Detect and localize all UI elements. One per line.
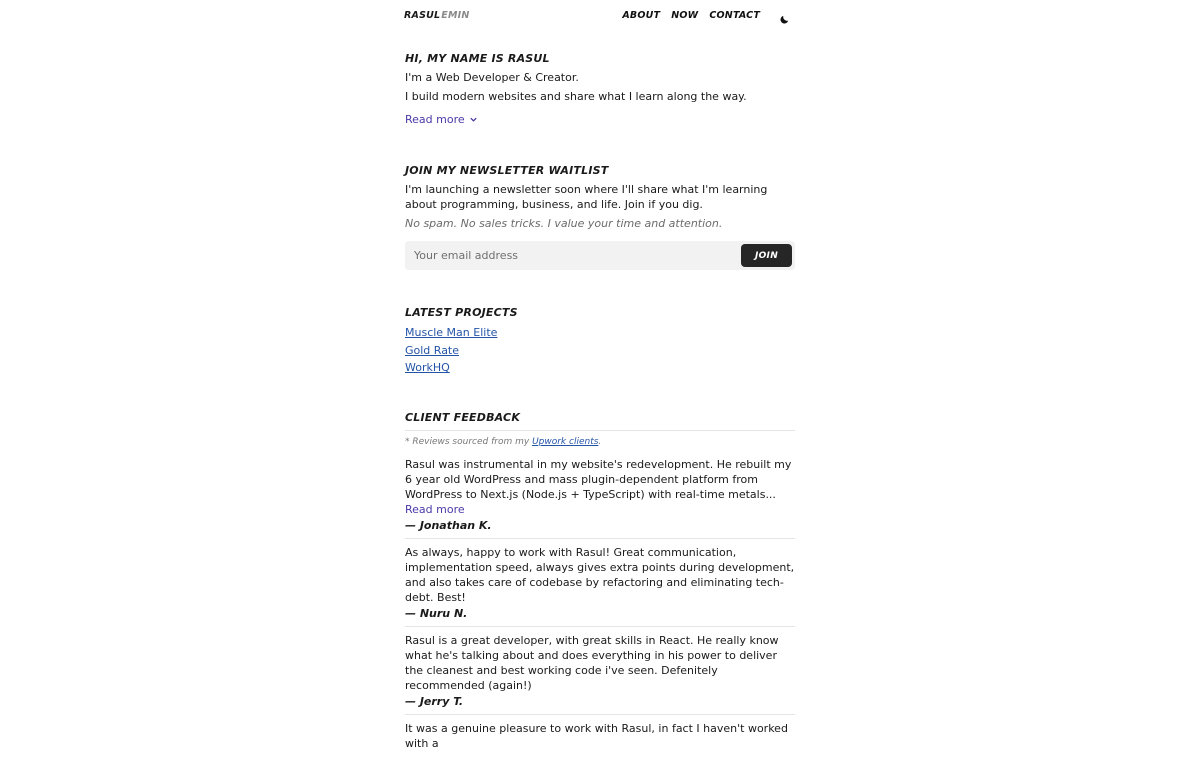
read-more-button[interactable] [405,113,478,126]
review-author: — Jerry T. [405,694,464,708]
upwork-link[interactable]: Upwork clients [532,436,599,447]
newsletter-form [405,241,795,270]
join-button[interactable]: JOIN [741,244,792,267]
review-item [405,451,795,539]
site-logo[interactable] [404,10,470,21]
review-text: As always, happy to work with Rasul! Great communication, implementation speed, always gives extra points during development, and also takes care of codebase by refactoring and eliminating tech-debt. Best! [405,545,795,604]
newsletter-heading: JOIN MY NEWSLETTER WAITLIST [405,164,609,177]
nav-now[interactable]: NOW [671,10,699,21]
intro-line-1: I'm a Web Developer & Creator. [405,71,579,84]
main-nav [622,10,795,21]
moon-icon[interactable] [779,10,790,21]
source-suffix: . [598,436,602,447]
nav-contact[interactable]: CONTACT [709,10,760,21]
source-prefix: * Reviews sourced from my [405,436,530,447]
review-read-more-link[interactable]: Read more [405,502,465,516]
review-item [405,715,795,757]
project-link-workhq[interactable]: WorkHQ [405,361,450,374]
project-link-muscle-man-elite[interactable]: Muscle Man Elite [405,326,498,339]
brand-last-name: EMIN [441,10,470,21]
page-container [405,0,795,757]
review-author: — Jonathan K. [405,518,492,532]
chevron-down-icon [469,115,478,124]
newsletter-note: No spam. No sales tricks. I value your time and attention. [405,217,723,230]
project-link-gold-rate[interactable]: Gold Rate [405,343,460,357]
intro-heading: HI, MY NAME IS RASUL [405,52,550,65]
site-header [405,0,795,32]
newsletter-body: I'm launching a newsletter soon where I'll share what I'm learning about programming, business, and life. Join if you dig. [405,183,768,211]
review-text: Rasul is a great developer, with great skills in React. He really know what he's talking about and does everything in his power to deliver the cleanest and best working code i've seen. Defenitely recommended (again!) [405,633,779,692]
review-item [405,539,795,627]
feedback-section [405,378,795,757]
review-body: Rasul was instrumental in my website's redevelopment. He rebuilt my 6 year old WordPress and mass plugin-dependent platform from WordPress to Next.js (Node.js + TypeScript) with real-time metals... [405,457,792,501]
feedback-heading: CLIENT FEEDBACK [405,410,521,424]
newsletter-section [405,127,795,270]
brand-first-name: RASUL [404,10,441,21]
intro-section [405,32,795,127]
divider [405,430,795,431]
email-input[interactable] [405,241,743,270]
review-item [405,627,795,715]
nav-about[interactable]: ABOUT [622,10,661,21]
review-text: It was a genuine pleasure to work with Rasul, in fact I haven't worked with a [405,721,788,750]
read-more-label: Read more [405,113,465,126]
projects-heading: LATEST PROJECTS [405,306,518,319]
review-author: — Nuru N. [405,606,468,620]
intro-line-2: I build modern websites and share what I learn along the way. [405,90,747,103]
projects-section [405,270,795,375]
reviews-source-note [405,437,795,447]
review-text [405,457,795,517]
